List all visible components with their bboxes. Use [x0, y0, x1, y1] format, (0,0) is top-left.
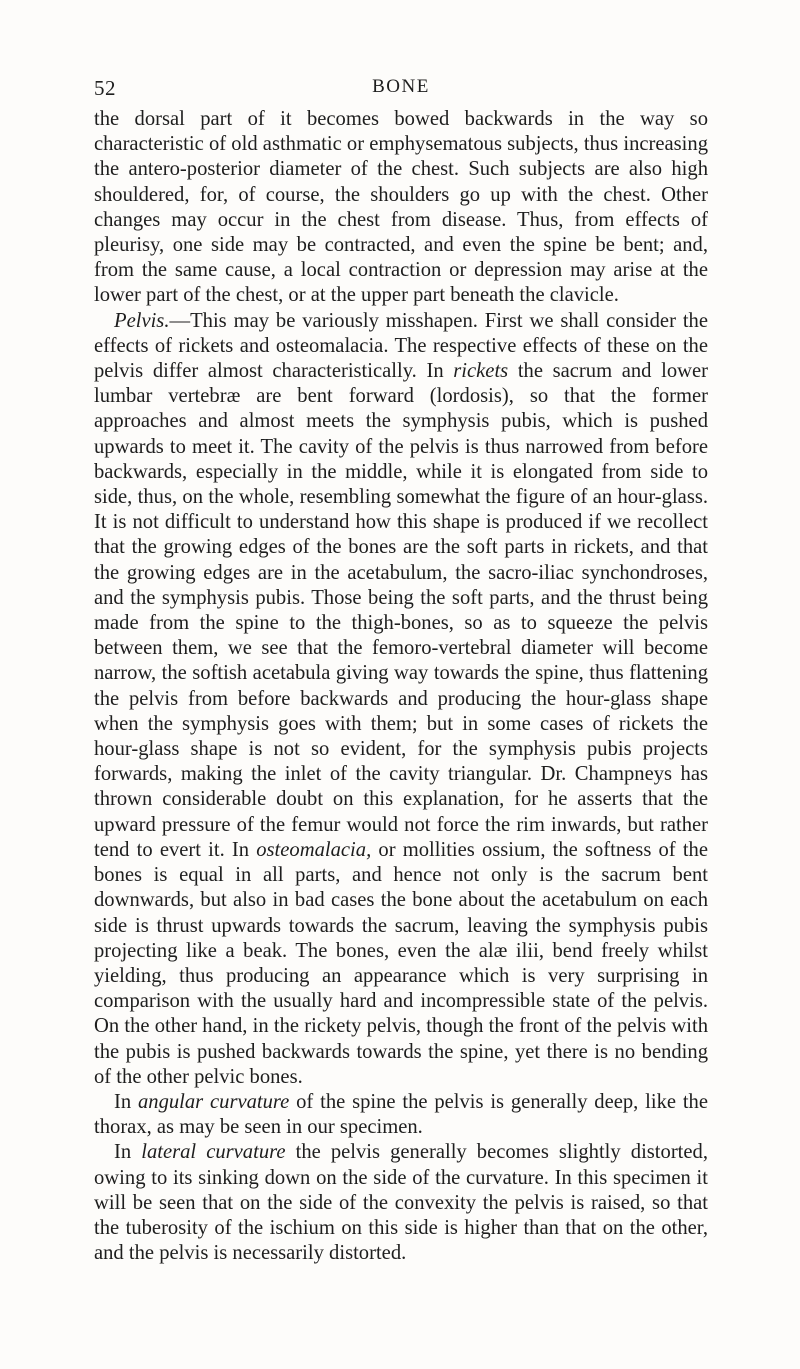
- term-lateral-curvature: lateral curvature: [141, 1141, 286, 1164]
- page-header: [94, 66, 708, 100]
- paragraph-lateral-curvature: [94, 1140, 708, 1266]
- paragraph-text: the sacrum and lower lumbar vertebræ are bent forward (lordosis), so that the former approaches and almost meets the symphysis pubis, which is pushed upwards to meet it. The cavity of the pelvis is thus narrowed from before backwards, especially in the middle, while it is elongated from side to side, thus, on the whole, resembling somewhat the figure of an hour-glass. It is not difficult to understand how this shape is produced if we recollect that the growing edges of the bones are the soft parts in rickets, and that the growing edges are in the acetabulum, the sacro-iliac synchondroses, and the symphysis pubis. Those being the soft parts, and the thrust being made from the spine to the thigh-bones, so as to squeeze the pelvis between them, we see that the femoro-vertebral diameter will become narrow, the softish acetabula giving way towards the spine, thus flattening the pelvis from before backwards and producing the hour-glass shape when the symphysis goes with them; but in some cases of rickets the hour-glass shape is not so evident, for the symphysis pubis projects forwards, making the inlet of the cavity triangular. Dr. Champneys has thrown considerable doubt on this explanation, for he asserts that the upward pressure of the femur would not force the rim inwards, but rather tend to evert it. In: [94, 360, 708, 861]
- paragraph-text: —This may be variously misshapen. First we shall consider the effects of rickets and osteomalacia. The respective effects of these on the pelvis differ almost characteristically. In: [94, 309, 708, 383]
- body-text: [94, 107, 708, 1266]
- paragraph-text: the dorsal part of it becomes bowed backwards in the way so characteristic of old asthmatic or emphysematous subjects, thus increasing the antero-posterior diameter of the chest. Such subjects are also high shouldered, for, of course, the shoulders go up with the chest. Other changes may occur in the chest from disease. Thus, from effects of pleurisy, one side may be contracted, and even the spine be bent; and, from the same cause, a local contraction or depression may arise at the lower part of the chest, or at the upper part beneath the clavicle.: [94, 108, 708, 307]
- paragraph-prefix: In: [114, 1090, 138, 1113]
- paragraph-text: of the spine the pelvis is generally deep, like the thorax, as may be seen in our specimen.: [94, 1090, 708, 1139]
- paragraph-text: the pelvis generally becomes slightly distorted, owing to its sinking down on the side of the curvature. In this specimen it will be seen that on the side of the convexity the pelvis is raised, so that the tuberosity of the ischium on this side is higher than that on the other, and the pelvis is necessarily distorted.: [94, 1141, 708, 1265]
- running-head: BONE: [372, 76, 430, 97]
- term-osteomalacia: osteomalacia,: [256, 838, 372, 861]
- term-angular-curvature: angular curvature: [137, 1090, 290, 1113]
- paragraph-chest-continuation: [94, 107, 708, 309]
- paragraph-prefix: In: [114, 1141, 142, 1164]
- paragraph-angular-curvature: [94, 1090, 708, 1140]
- term-rickets: rickets: [453, 360, 509, 383]
- paragraph-text: or mollities ossium, the softness of the bones is equal in all parts, and hence not only is the sacrum bent downwards, but also in bad cases the bone about the acetabulum on each side is thrust upwards towards the sacrum, leaving the symphysis pubis projecting like a beak. The bones, even the alæ ilii, bend freely whilst yielding, thus producing an appearance which is very surprising in comparison with the usually hard and incompressible state of the pelvis. On the other hand, in the rickety pelvis, though the front of the pelvis with the pubis is pushed backwards towards the spine, yet there is no bending of the other pelvic bones.: [94, 838, 708, 1088]
- paragraph-pelvis: [94, 309, 708, 1090]
- page-number: 52: [94, 76, 116, 100]
- section-lead-pelvis: Pelvis.: [114, 309, 170, 332]
